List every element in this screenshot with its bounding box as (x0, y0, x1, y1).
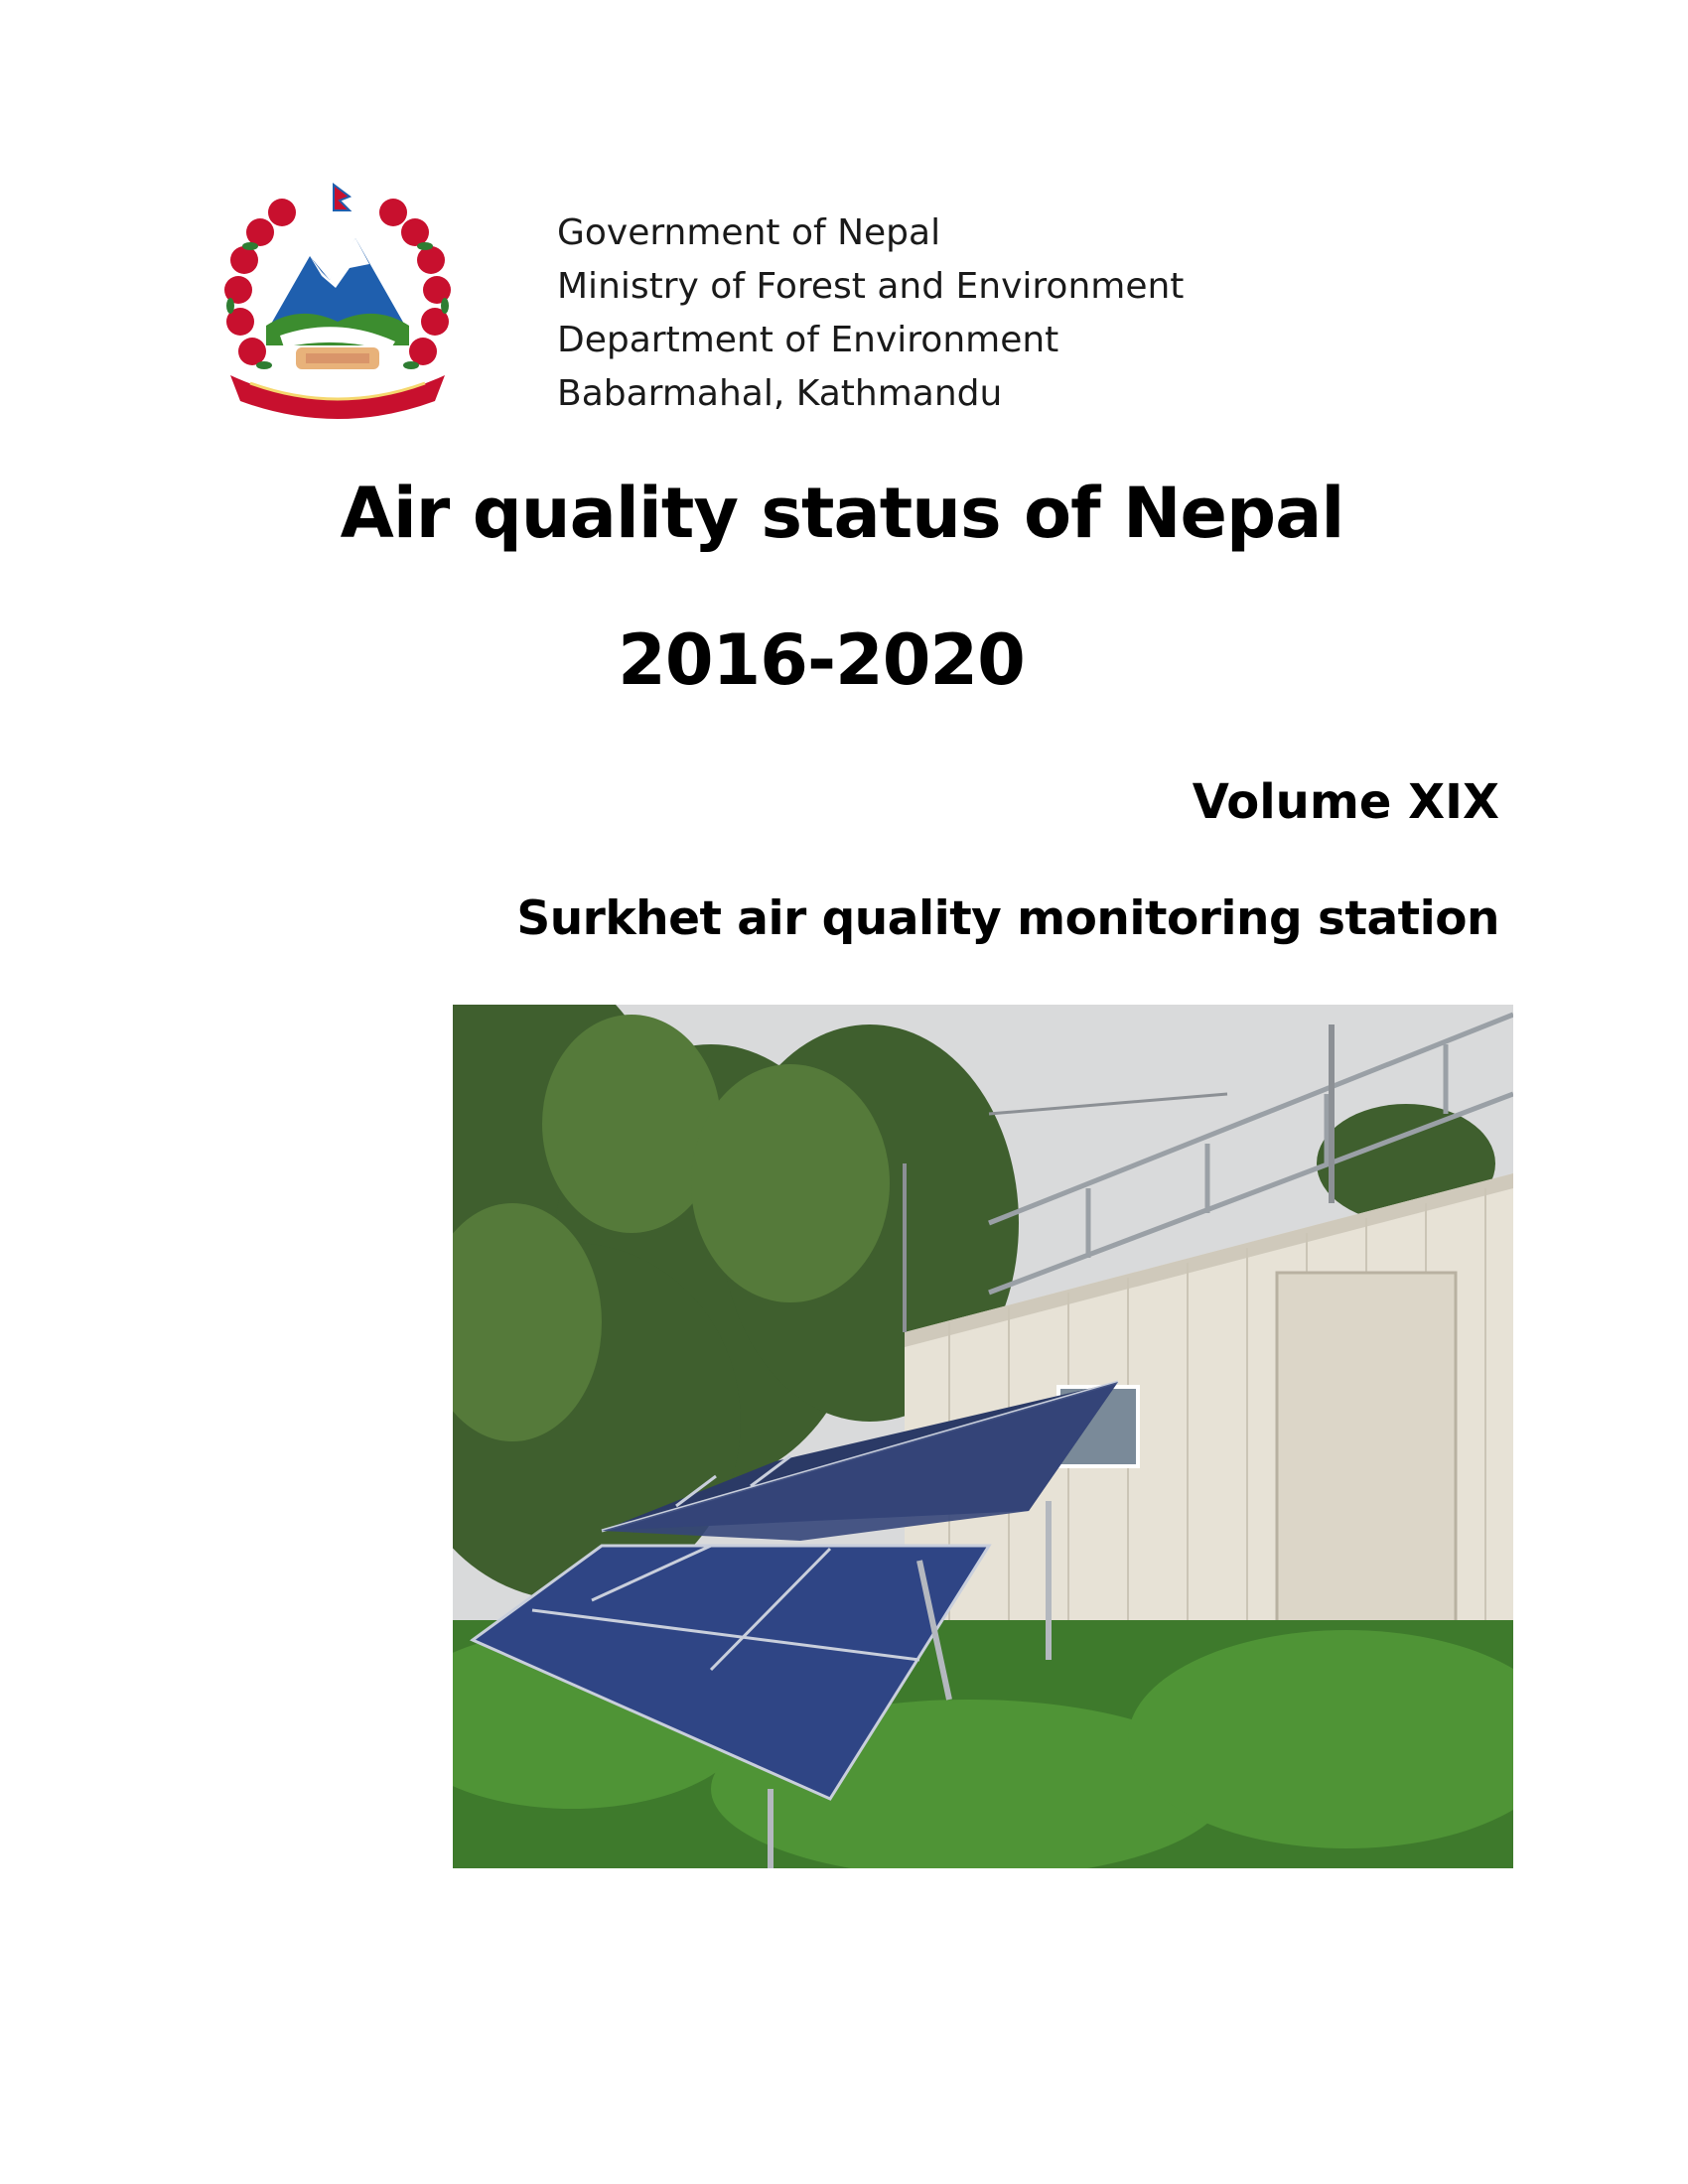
org-department: Department of Environment (557, 320, 1059, 360)
volume-number: Volume XIX (1192, 774, 1499, 830)
nepal-emblem-icon (211, 177, 465, 423)
cover-photo (453, 1005, 1513, 1868)
org-government: Government of Nepal (557, 212, 941, 253)
report-title: Air quality status of Nepal (340, 473, 1344, 554)
org-address: Babarmahal, Kathmandu (557, 373, 1003, 414)
report-years: 2016-2020 (618, 619, 1025, 701)
station-name: Surkhet air quality monitoring station (516, 891, 1499, 946)
organization-header (557, 206, 1351, 421)
org-ministry: Ministry of Forest and Environment (557, 266, 1185, 307)
